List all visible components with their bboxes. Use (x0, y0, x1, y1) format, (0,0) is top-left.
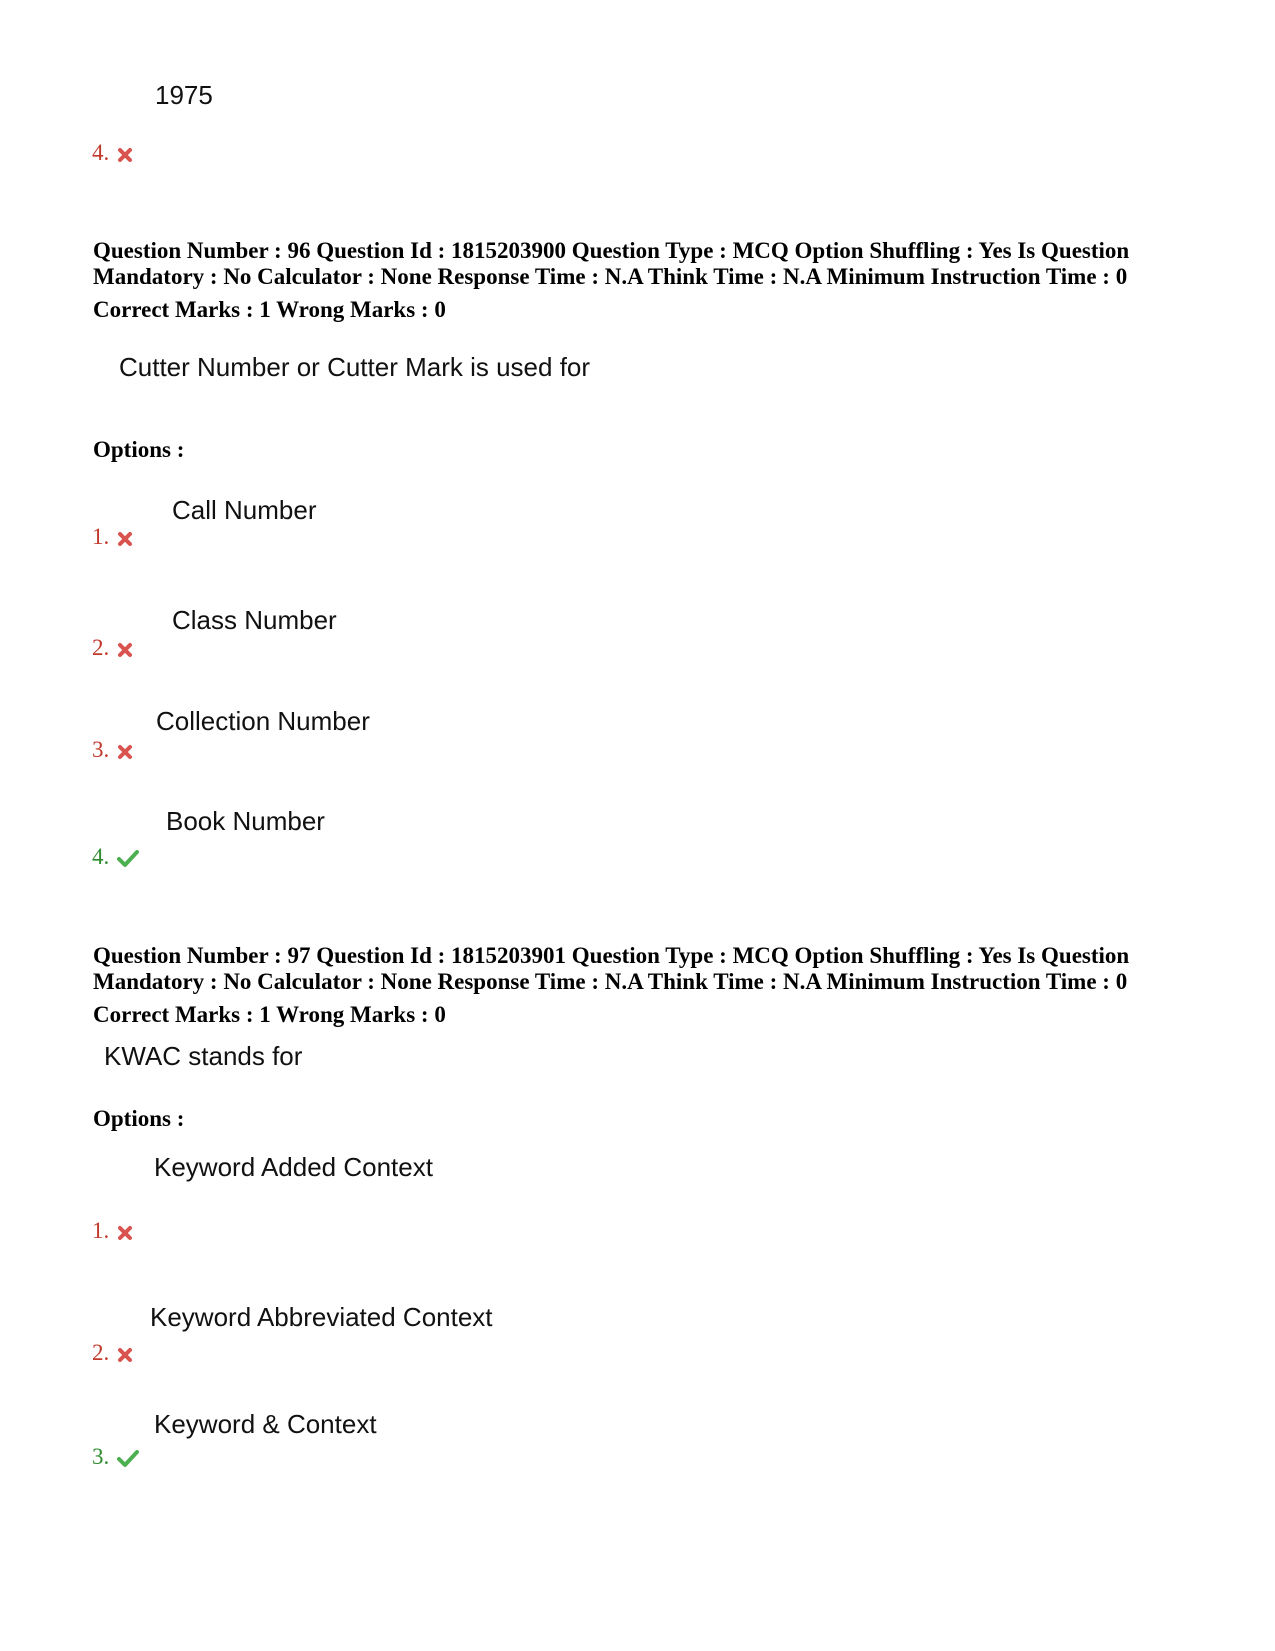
option-number-label: 1. (92, 1218, 110, 1243)
option-number-label: 2. (92, 635, 110, 660)
option-number (92, 1340, 133, 1366)
option-number-label: 1. (92, 524, 110, 549)
question-meta-line: Question Number : 96 Question Id : 1815203900 Question Type : MCQ Option Shuffling : Yes Is Question (93, 238, 1130, 263)
question-meta-line: Mandatory : No Calculator : None Response Time : N.A Think Time : N.A Minimum Instruction Time : 0 (93, 969, 1128, 994)
option-number-label: 3. (92, 737, 110, 762)
marks-line: Correct Marks : 1 Wrong Marks : 0 (93, 297, 446, 322)
option-number-label: 3. (92, 1444, 110, 1469)
options-label: Options : (93, 1106, 185, 1131)
option-text: Class Number (172, 605, 337, 635)
question-meta-line: Question Number : 97 Question Id : 1815203901 Question Type : MCQ Option Shuffling : Yes Is Question (93, 943, 1130, 968)
option-number (92, 524, 133, 550)
cross-icon (117, 744, 133, 760)
option-number-label: 4. (92, 140, 110, 165)
cross-icon (117, 531, 133, 547)
question-meta (93, 238, 1183, 323)
question-text: Cutter Number or Cutter Mark is used for (119, 352, 591, 382)
cross-icon (117, 147, 133, 163)
option-text: Collection Number (156, 706, 370, 736)
option-number (92, 737, 133, 763)
option-number (92, 1218, 133, 1244)
option-text: 1975 (155, 80, 213, 110)
option-text: Call Number (172, 495, 317, 525)
option-number (92, 140, 133, 166)
cross-icon (117, 642, 133, 658)
option-text: Book Number (166, 806, 325, 836)
check-icon (117, 1450, 139, 1468)
question-text: KWAC stands for (104, 1041, 303, 1071)
option-text: Keyword & Context (154, 1409, 377, 1439)
question-meta (93, 943, 1183, 1028)
cross-icon (117, 1225, 133, 1241)
option-number (92, 844, 139, 870)
cross-icon (117, 1347, 133, 1363)
option-number-label: 2. (92, 1340, 110, 1365)
check-icon (117, 850, 139, 868)
option-number (92, 635, 133, 661)
option-number-label: 4. (92, 844, 110, 869)
option-text: Keyword Abbreviated Context (150, 1302, 493, 1332)
marks-line: Correct Marks : 1 Wrong Marks : 0 (93, 1002, 446, 1027)
option-number (92, 1444, 139, 1470)
options-label: Options : (93, 437, 185, 462)
option-text: Keyword Added Context (154, 1152, 433, 1182)
question-meta-line: Mandatory : No Calculator : None Response Time : N.A Think Time : N.A Minimum Instruction Time : 0 (93, 264, 1128, 289)
